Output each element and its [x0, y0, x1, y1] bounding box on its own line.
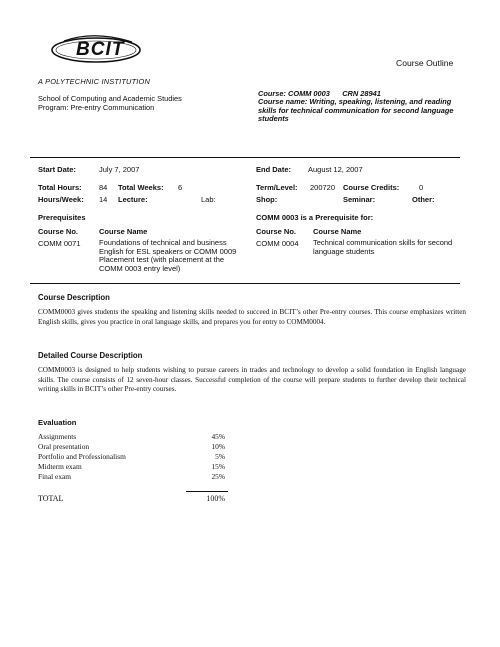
prereq-course-no: COMM 0071: [38, 239, 81, 248]
course-title: Course name: Writing, speaking, listening, and reading skills for technical communication for second language students: [258, 97, 454, 124]
evaluation-row: [38, 462, 238, 472]
prereq-for-col-course-no: Course No.: [256, 227, 297, 236]
end-date-label: End Date:: [256, 165, 292, 174]
evaluation-total-rule: [186, 491, 228, 492]
start-date-label: Start Date:: [38, 165, 76, 174]
seminar-label: Seminar:: [343, 195, 376, 204]
prerequisites-heading: Prerequisites: [38, 213, 86, 222]
other-label: Other:: [412, 195, 435, 204]
logo-tagline: A POLYTECHNIC INSTITUTION: [38, 77, 151, 86]
term-level-label: Term/Level:: [256, 183, 298, 192]
evaluation-row: [38, 442, 238, 452]
total-hours-value: 84: [99, 183, 108, 192]
logo-wordmark: BCIT: [76, 39, 125, 60]
hours-week-value: 14: [99, 195, 108, 204]
lab-label: Lab:: [201, 195, 216, 204]
term-level-value: 200720: [310, 183, 336, 192]
evaluation-item-percent: 10%: [211, 442, 225, 451]
total-hours-label: Total Hours:: [38, 183, 82, 192]
prereq-col-course-no: Course No.: [38, 227, 79, 236]
evaluation-item-percent: 25%: [211, 472, 225, 481]
prereq-for-course-no: COMM 0004: [256, 239, 299, 248]
evaluation-item-name: Midterm exam: [38, 462, 82, 471]
divider-top: [30, 157, 460, 158]
document-type: Course Outline: [396, 58, 454, 68]
evaluation-row: [38, 452, 238, 462]
school-name: School of Computing and Academic Studies: [38, 94, 182, 103]
prereq-course-name: Foundations of technical and business English for ESL speakers or COMM 0009 Placement test (with placement at the COMM 0003 entry level): [99, 238, 237, 273]
hours-week-label: Hours/Week:: [38, 195, 84, 204]
detailed-description-heading: Detailed Course Description: [38, 351, 143, 360]
evaluation-item-name: Portfolio and Professionalism: [38, 452, 126, 461]
evaluation-item-percent: 45%: [211, 432, 225, 441]
evaluation-item-name: Oral presentation: [38, 442, 90, 451]
evaluation-item-percent: 15%: [211, 462, 225, 471]
bcit-logo: [44, 28, 144, 68]
prereq-col-course-name: Course Name: [99, 227, 148, 236]
evaluation-total-label: TOTAL: [38, 494, 64, 503]
course-description-text: COMM0003 gives students the speaking and listening skills needed to succeed in BCIT’s other Pre-entry courses. This course emphasizes written English skills, gives you practice in oral language skills, and prepares you for entry to COMM0004.: [38, 308, 466, 326]
course-credits-label: Course Credits:: [343, 183, 400, 192]
detailed-description-text: COMM0003 is designed to help students wishing to pursue careers in trades and technology to develop a solid foundation in English language skills. The course consists of 12 seven-hour classes. Successful completion of the course will prepare students to further develop their technical writing skills in BCIT’s other Pre-entry courses.: [38, 366, 466, 393]
evaluation-item-name: Assignments: [38, 432, 77, 441]
start-date-value: July 7, 2007: [99, 165, 140, 174]
shop-label: Shop:: [256, 195, 278, 204]
prereq-for-col-course-name: Course Name: [313, 227, 362, 236]
evaluation-total-value: 100%: [206, 494, 225, 503]
evaluation-total-row: [38, 494, 238, 504]
end-date-value: August 12, 2007: [308, 165, 363, 174]
evaluation-item-percent: 5%: [215, 452, 225, 461]
program-name: Program: Pre-entry Communication: [38, 103, 155, 112]
prereq-for-course-name: Technical communication skills for second language students: [313, 238, 453, 256]
course-code-crn: Course: COMM 0003 CRN 28941: [258, 89, 381, 98]
course-credits-value: 0: [419, 183, 424, 192]
evaluation-row: [38, 432, 238, 442]
course-description-heading: Course Description: [38, 293, 110, 302]
evaluation-heading: Evaluation: [38, 418, 77, 427]
evaluation-item-name: Final exam: [38, 472, 72, 481]
total-weeks-value: 6: [178, 183, 183, 192]
prerequisite-for-heading: COMM 0003 is a Prerequisite for:: [256, 213, 374, 222]
lecture-label: Lecture:: [118, 195, 148, 204]
total-weeks-label: Total Weeks:: [118, 183, 164, 192]
evaluation-row: [38, 472, 238, 482]
divider-bottom: [30, 283, 460, 284]
